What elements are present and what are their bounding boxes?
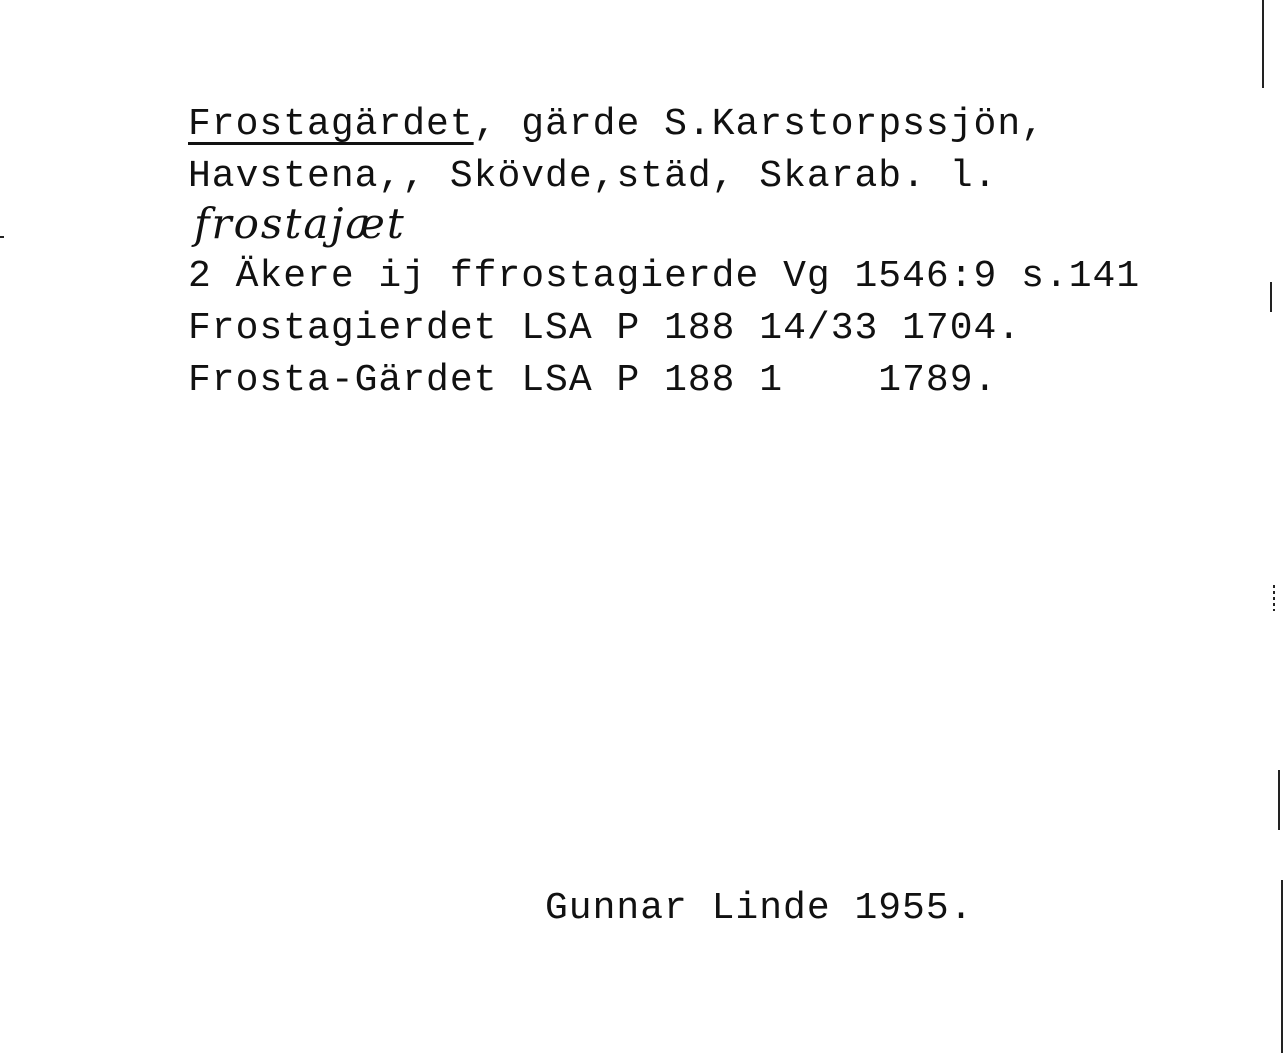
author-signature: Gunnar Linde 1955. — [545, 887, 974, 930]
location-line: Havstena,, Skövde,städ, Skarab. l. — [188, 155, 998, 198]
headword-line — [188, 100, 1045, 150]
source-line-1546: 2 Äkere ij ffrostagierde Vg 1546:9 s.141 — [188, 255, 1141, 298]
card-edge-line — [1273, 585, 1275, 611]
headword-description: , gärde S.Karstorpssjön, — [473, 103, 1045, 146]
source-line-1789: Frosta-Gärdet LSA P 188 1 1789. — [188, 359, 998, 402]
card-edge-line — [1270, 282, 1272, 312]
card-edge-line — [1281, 880, 1283, 1053]
card-edge-mark — [0, 236, 4, 238]
card-edge-line — [1278, 770, 1280, 830]
headword: Frostagärdet — [188, 103, 474, 146]
handwritten-pronunciation: frostajæt — [194, 199, 406, 248]
card-edge-line — [1262, 0, 1264, 88]
source-line-1704: Frostagierdet LSA P 188 14/33 1704. — [188, 307, 1022, 350]
